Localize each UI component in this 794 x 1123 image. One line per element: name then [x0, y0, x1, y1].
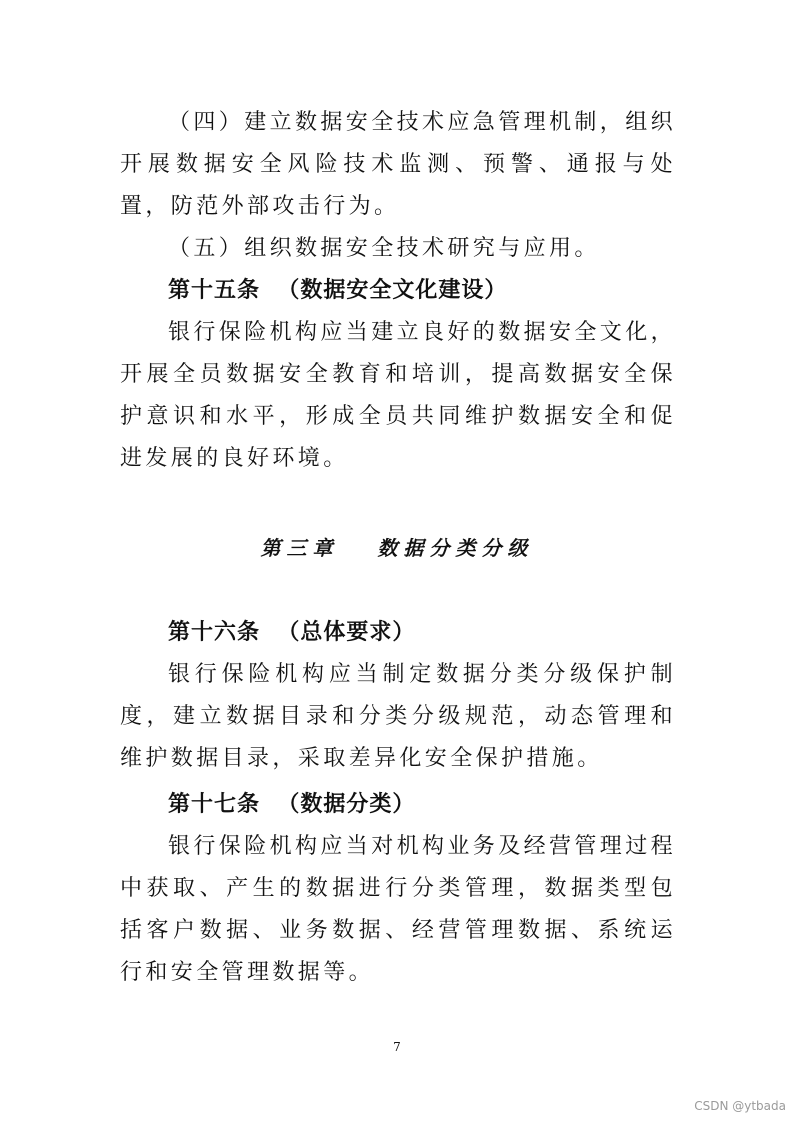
article-15-heading: 第十五条 （数据安全文化建设）	[168, 278, 508, 303]
article-17-heading: 第十七条 （数据分类）	[168, 792, 416, 817]
article-16-heading: 第十六条 （总体要求）	[168, 620, 416, 645]
paragraph-item-5: （五）组织数据安全技术研究与应用。	[168, 236, 600, 261]
chapter-title: 第三章 数据分类分级	[260, 536, 534, 560]
watermark: CSDN @ytbada	[694, 1099, 786, 1113]
article-16-body: 银行保险机构应当制定数据分类分级保护制度，建立数据目录和分类分级规范，动态管理和维护数据目录，采取差异化安全保护措施。	[120, 662, 676, 771]
paragraph-item-4: （四）建立数据安全技术应急管理机制，组织开展数据安全风险技术监测、预警、通报与处置，防范外部攻击行为。	[120, 110, 677, 219]
page-number: 7	[393, 1040, 401, 1054]
article-15-body: 银行保险机构应当建立良好的数据安全文化，开展全员数据安全教育和培训，提高数据安全保护意识和水平，形成全员共同维护数据安全和促进发展的良好环境。	[120, 320, 677, 471]
article-17-body: 银行保险机构应当对机构业务及经营管理过程中获取、产生的数据进行分类管理，数据类型包括客户数据、业务数据、经营管理数据、系统运行和安全管理数据等。	[120, 834, 677, 985]
